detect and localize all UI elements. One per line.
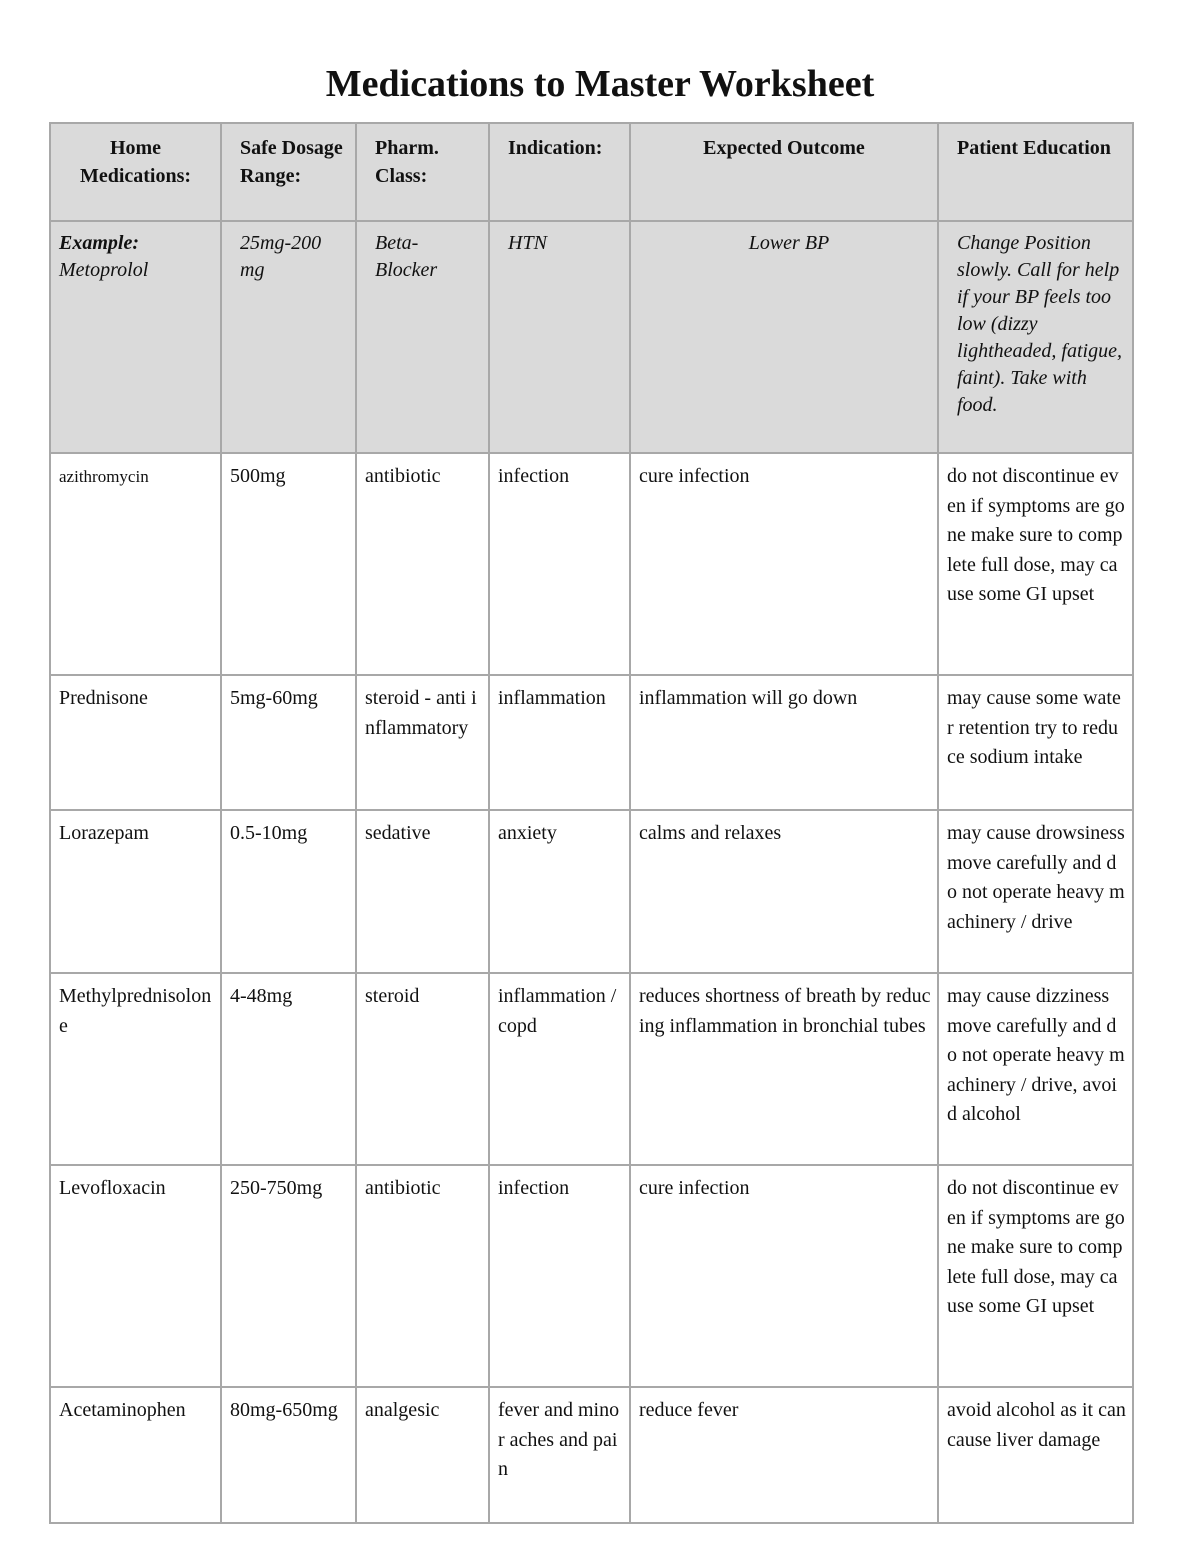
header-safe-dosage-range: Safe Dosage Range:: [221, 123, 356, 221]
header-indication: Indication:: [489, 123, 630, 221]
example-class: Beta- Blocker: [356, 221, 489, 453]
education-cell: avoid alcohol as it can cause liver damage: [938, 1387, 1133, 1523]
education-cell: do not discontinue even if symptoms are gone make sure to complete full dose, may cause some GI upset: [938, 453, 1133, 675]
education-cell: may cause drowsiness move carefully and do not operate heavy machinery / drive: [938, 810, 1133, 973]
education-cell: may cause some water retention try to reduce sodium intake: [938, 675, 1133, 810]
header-expected-outcome: Expected Outcome: [630, 123, 938, 221]
education-cell: do not discontinue even if symptoms are gone make sure to complete full dose, may cause some GI upset: [938, 1165, 1133, 1387]
class-cell: antibiotic: [356, 453, 489, 675]
outcome-cell: reduces shortness of breath by reducing inflammation in bronchial tubes: [630, 973, 938, 1165]
example-label: Example:: [59, 232, 139, 254]
example-dosage: 25mg-200 mg: [221, 221, 356, 453]
dosage-cell: 4-48mg: [221, 973, 356, 1165]
indication-cell: infection: [489, 453, 630, 675]
header-home-medications: Home Medications:: [50, 123, 221, 221]
outcome-cell: reduce fever: [630, 1387, 938, 1523]
dosage-cell: 80mg-650mg: [221, 1387, 356, 1523]
class-cell: analgesic: [356, 1387, 489, 1523]
dosage-cell: 5mg-60mg: [221, 675, 356, 810]
example-outcome: Lower BP: [630, 221, 938, 453]
dosage-cell: 250-750mg: [221, 1165, 356, 1387]
example-indication: HTN: [489, 221, 630, 453]
outcome-cell: cure infection: [630, 453, 938, 675]
example-row: [50, 221, 1133, 453]
outcome-cell: inflammation will go down: [630, 675, 938, 810]
indication-cell: inflammation: [489, 675, 630, 810]
header-row: [50, 123, 1133, 221]
medication-cell: azithromycin: [50, 453, 221, 675]
table-row: [50, 1387, 1133, 1523]
indication-cell: infection: [489, 1165, 630, 1387]
header-pharm-class: Pharm. Class:: [356, 123, 489, 221]
table-row: [50, 1165, 1133, 1387]
example-education: Change Position slowly. Call for help if your BP feels too low (dizzy lightheaded, fatigue, faint). Take with food.: [938, 221, 1133, 453]
table-row: [50, 675, 1133, 810]
medications-table: [49, 122, 1134, 1524]
dosage-cell: 500mg: [221, 453, 356, 675]
class-cell: antibiotic: [356, 1165, 489, 1387]
medication-cell: Prednisone: [50, 675, 221, 810]
table-row: [50, 453, 1133, 675]
medication-cell: Acetaminophen: [50, 1387, 221, 1523]
table-row: [50, 973, 1133, 1165]
indication-cell: inflammation / copd: [489, 973, 630, 1165]
education-cell: may cause dizziness move carefully and do not operate heavy machinery / drive, avoid alcohol: [938, 973, 1133, 1165]
class-cell: sedative: [356, 810, 489, 973]
indication-cell: fever and minor aches and pain: [489, 1387, 630, 1523]
indication-cell: anxiety: [489, 810, 630, 973]
class-cell: steroid - anti inflammatory: [356, 675, 489, 810]
outcome-cell: calms and relaxes: [630, 810, 938, 973]
medication-cell: Lorazepam: [50, 810, 221, 973]
page-title: Medications to Master Worksheet: [325, 63, 875, 105]
header-patient-education: Patient Education: [938, 123, 1133, 221]
example-medication: Metoprolol: [59, 259, 149, 281]
medication-cell: Methylprednisolone: [50, 973, 221, 1165]
medication-cell: Levofloxacin: [50, 1165, 221, 1387]
outcome-cell: cure infection: [630, 1165, 938, 1387]
example-medication-cell: [50, 221, 221, 453]
class-cell: steroid: [356, 973, 489, 1165]
dosage-cell: 0.5-10mg: [221, 810, 356, 973]
table-row: [50, 810, 1133, 973]
